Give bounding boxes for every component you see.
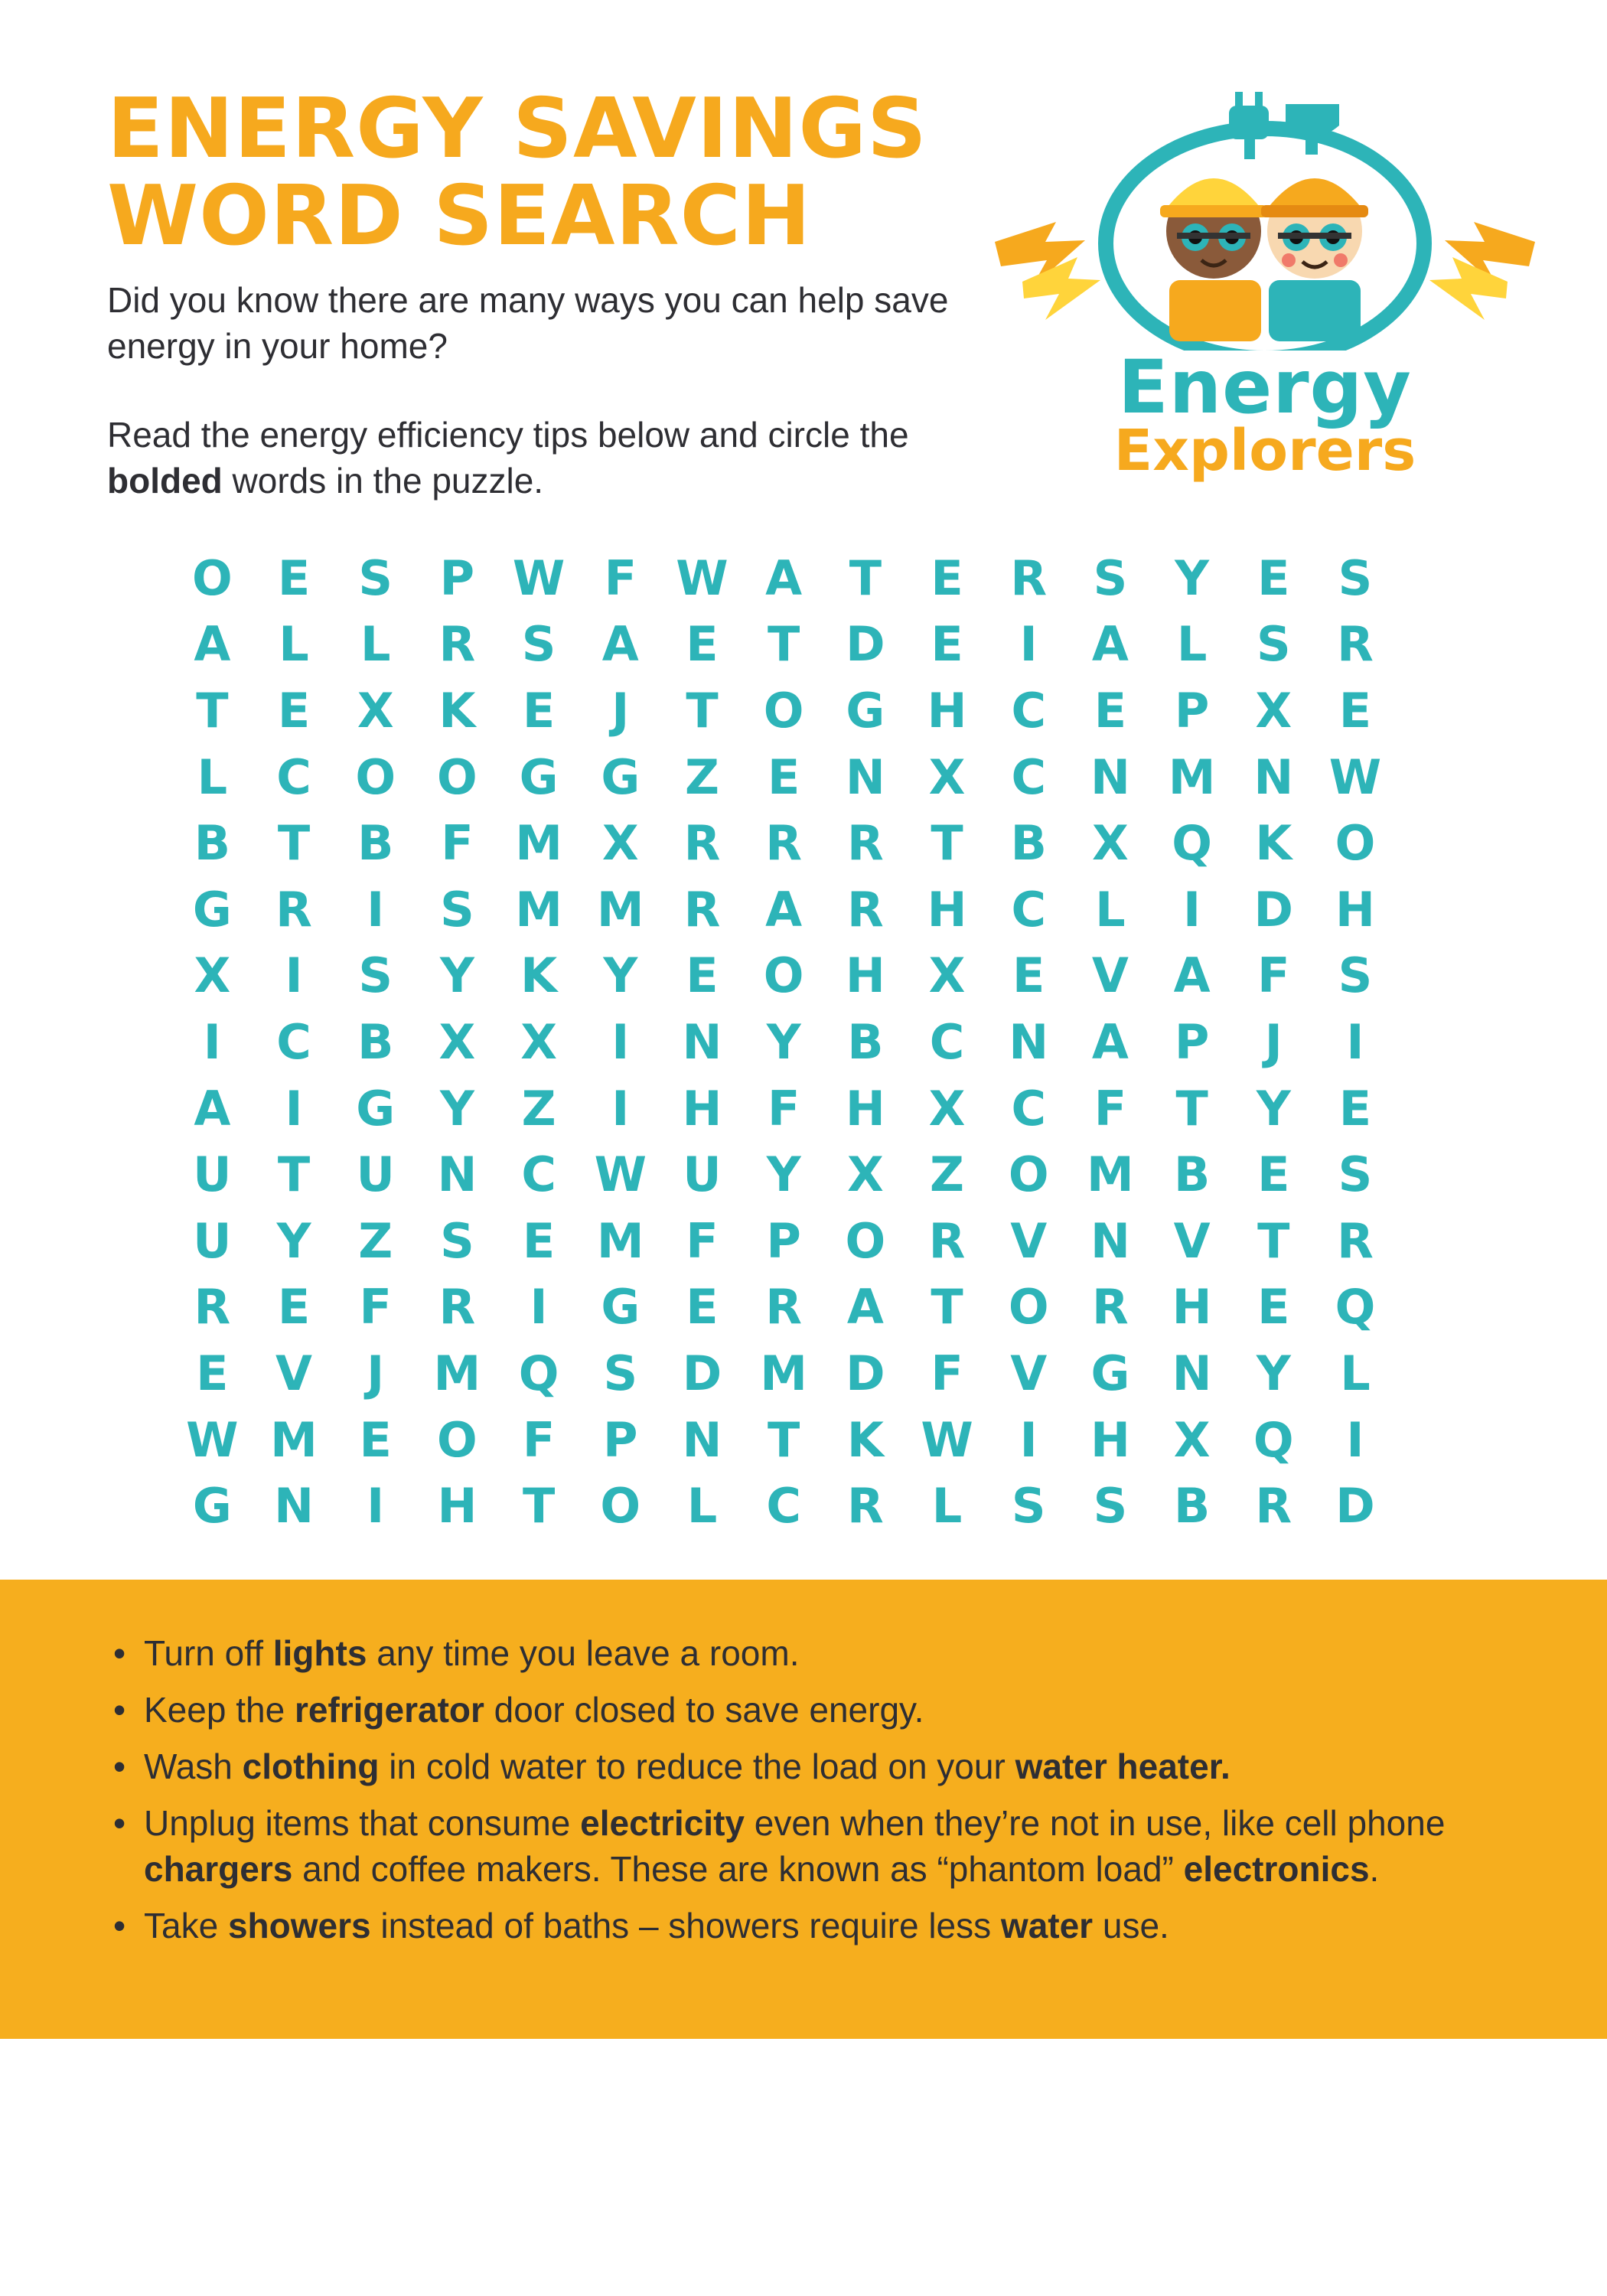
grid-letter[interactable]: I (611, 1080, 630, 1137)
grid-letter[interactable]: H (1335, 881, 1375, 938)
grid-letter[interactable]: X (846, 1146, 884, 1203)
grid-letter[interactable]: E (1257, 550, 1290, 606)
grid-letter[interactable]: X (357, 682, 394, 739)
grid-letter[interactable]: I (1346, 1411, 1364, 1468)
grid-letter[interactable]: Y (439, 947, 474, 1004)
grid-letter[interactable]: R (846, 1478, 884, 1534)
grid-letter[interactable]: T (768, 616, 800, 673)
grid-letter[interactable]: E (931, 550, 963, 606)
lightning-bolt-icon (1022, 257, 1100, 320)
tip-text: Take (144, 1906, 228, 1945)
grid-letter[interactable]: H (1172, 1279, 1212, 1336)
grid-letter[interactable]: M (596, 881, 644, 938)
grid-letter[interactable]: G (192, 1478, 232, 1534)
grid-letter[interactable]: Y (276, 1212, 311, 1269)
grid-letter[interactable]: T (849, 550, 882, 606)
logo-energy-text: Energy (1118, 344, 1412, 430)
grid-letter[interactable]: N (1253, 748, 1294, 805)
intro-paragraph-2-end: words in the puzzle. (222, 461, 544, 501)
grid-letter[interactable]: R (765, 1279, 803, 1336)
logo-illustration (986, 90, 1544, 351)
grid-letter[interactable]: P (1174, 1013, 1210, 1070)
grid-letter[interactable]: E (686, 947, 719, 1004)
plug-icon (1229, 92, 1269, 159)
grid-letter[interactable]: K (438, 682, 476, 739)
grid-letter[interactable]: W (186, 1411, 239, 1468)
grid-letter[interactable]: N (682, 1411, 722, 1468)
grid-letter[interactable]: X (928, 748, 966, 805)
grid-letter[interactable]: F (767, 1080, 800, 1137)
grid-letter[interactable]: H (845, 1080, 885, 1137)
grid-letter[interactable]: C (1011, 881, 1046, 938)
grid-letter[interactable]: R (765, 815, 803, 872)
grid-letter[interactable]: N (845, 748, 885, 805)
tips-list (113, 1630, 1506, 1959)
grid-letter[interactable]: E (1257, 1279, 1290, 1336)
grid-letter[interactable]: Z (521, 1080, 556, 1137)
grid-letter[interactable]: B (357, 815, 394, 872)
grid-letter[interactable]: S (603, 1345, 638, 1401)
grid-letter[interactable]: L (1095, 881, 1126, 938)
grid-letter[interactable]: Y (1175, 550, 1210, 606)
grid-letter[interactable]: X (928, 1080, 966, 1137)
grid-letter[interactable]: C (521, 1146, 556, 1203)
grid-letter[interactable]: I (1346, 1013, 1364, 1070)
grid-letter[interactable]: M (515, 815, 562, 872)
tip-text: . (1369, 1849, 1380, 1889)
grid-letter[interactable]: Y (439, 1080, 474, 1137)
grid-letter[interactable]: A (1173, 947, 1211, 1004)
tip-text: in cold water to reduce the load on your (379, 1746, 1015, 1786)
grid-letter[interactable]: N (274, 1478, 314, 1534)
grid-letter[interactable]: L (1340, 1345, 1371, 1401)
grid-letter[interactable]: T (931, 815, 963, 872)
grid-letter[interactable]: E (277, 682, 311, 739)
grid-letter[interactable]: T (686, 682, 719, 739)
tip-text: use. (1093, 1906, 1169, 1945)
grid-letter[interactable]: Y (1256, 1080, 1291, 1137)
grid-letter[interactable]: H (1090, 1411, 1130, 1468)
intro-bold-word: bolded (107, 461, 223, 501)
grid-letter[interactable]: L (197, 748, 228, 805)
grid-letter[interactable]: B (357, 1013, 394, 1070)
grid-letter[interactable]: O (355, 748, 396, 805)
grid-letter[interactable]: J (611, 682, 630, 739)
grid-letter[interactable]: S (1256, 616, 1291, 673)
intro-paragraph-1: Did you know there are many ways you can help save energy in your home? (107, 280, 949, 366)
grid-letter[interactable]: A (601, 616, 639, 673)
grid-letter[interactable]: Q (1172, 815, 1212, 872)
grid-letter[interactable]: W (594, 1146, 647, 1203)
logo-explorers-text: Explorers (1113, 418, 1416, 484)
grid-letter[interactable]: H (927, 881, 967, 938)
grid-letter[interactable]: E (522, 682, 556, 739)
grid-letter[interactable]: W (512, 550, 566, 606)
tip-text: Unplug items that consume (144, 1803, 581, 1843)
grid-letter[interactable]: B (1173, 1478, 1211, 1534)
grid-letter[interactable]: I (1183, 881, 1201, 938)
grid-letter[interactable]: U (356, 1146, 395, 1203)
grid-letter[interactable]: R (846, 881, 884, 938)
grid-letter[interactable]: E (686, 1279, 719, 1336)
grid-letter[interactable]: X (928, 947, 966, 1004)
grid-letter[interactable]: A (1091, 616, 1129, 673)
grid-letter[interactable]: N (1090, 748, 1130, 805)
tip-keyword: electricity (580, 1803, 745, 1843)
grid-letter[interactable]: S (440, 881, 474, 938)
grid-letter[interactable]: R (275, 881, 312, 938)
grid-letter[interactable]: F (931, 1345, 963, 1401)
grid-letter[interactable]: I (367, 1478, 385, 1534)
grid-letter[interactable]: A (765, 881, 803, 938)
grid-letter[interactable]: R (1255, 1478, 1292, 1534)
grid-letter[interactable]: I (1019, 616, 1038, 673)
grid-letter[interactable]: E (277, 550, 311, 606)
grid-letter[interactable]: U (683, 1146, 722, 1203)
grid-letter[interactable]: A (846, 1279, 884, 1336)
grid-letter[interactable]: L (931, 1478, 963, 1534)
grid-letter[interactable]: T (1257, 1212, 1290, 1269)
grid-letter[interactable]: H (845, 947, 885, 1004)
grid-letter[interactable]: E (931, 616, 963, 673)
grid-letter[interactable]: F (604, 550, 637, 606)
grid-letter[interactable]: S (358, 947, 393, 1004)
grid-letter[interactable]: I (611, 1013, 630, 1070)
grid-letter[interactable]: T (931, 1279, 963, 1336)
grid-letter[interactable]: R (1010, 550, 1048, 606)
grid-letter[interactable]: O (437, 748, 478, 805)
grid-letter[interactable]: C (929, 1013, 965, 1070)
intro-paragraph-2 (107, 412, 995, 504)
grid-letter[interactable]: T (196, 682, 229, 739)
grid-letter[interactable]: W (921, 1411, 973, 1468)
grid-letter[interactable]: O (191, 550, 233, 606)
grid-letter[interactable]: G (601, 748, 641, 805)
tip-text: and coffee makers. These are known as “phantom load” (292, 1849, 1184, 1889)
grid-letter[interactable]: S (1093, 550, 1128, 606)
grid-letter[interactable]: Z (684, 748, 719, 805)
grid-letter[interactable]: H (927, 682, 967, 739)
grid-letter[interactable]: G (846, 682, 885, 739)
grid-letter[interactable]: A (765, 550, 803, 606)
grid-letter[interactable]: T (768, 1411, 800, 1468)
grid-letter[interactable]: V (275, 1345, 313, 1401)
grid-letter[interactable]: T (277, 1146, 311, 1203)
tip-keyword: water heater. (1015, 1746, 1231, 1786)
grid-letter[interactable]: F (359, 1279, 392, 1336)
grid-letter[interactable]: D (1335, 1478, 1375, 1534)
grid-letter[interactable]: E (277, 1279, 311, 1336)
grid-letter[interactable]: M (1087, 1146, 1134, 1203)
grid-letter[interactable]: R (683, 881, 721, 938)
grid-letter[interactable]: Q (1253, 1411, 1294, 1468)
grid-letter[interactable]: B (1173, 1146, 1211, 1203)
grid-letter[interactable]: R (683, 815, 721, 872)
grid-letter[interactable]: X (438, 1013, 476, 1070)
grid-letter[interactable]: Y (1256, 1345, 1291, 1401)
tip-text: Keep the (144, 1690, 295, 1730)
lightning-bolt-icon (1429, 257, 1508, 320)
grid-letter[interactable]: R (194, 1279, 231, 1336)
grid-letter[interactable]: S (1011, 1478, 1046, 1534)
grid-letter[interactable]: G (192, 881, 232, 938)
grid-letter[interactable]: U (193, 1212, 232, 1269)
grid-letter[interactable]: C (1011, 748, 1046, 805)
tip-text: any time you leave a room. (367, 1633, 800, 1673)
tip-keyword: chargers (144, 1849, 293, 1889)
grid-letter[interactable]: N (682, 1013, 722, 1070)
grid-letter[interactable]: S (1093, 1478, 1128, 1534)
grid-letter[interactable]: M (596, 1212, 644, 1269)
grid-letter[interactable]: G (356, 1080, 396, 1137)
grid-letter[interactable]: X (1173, 1411, 1211, 1468)
grid-letter[interactable]: X (520, 1013, 557, 1070)
grid-letter[interactable]: O (845, 1212, 886, 1269)
tip-item (113, 1743, 1506, 1789)
grid-letter[interactable]: D (846, 616, 885, 673)
grid-letter[interactable]: M (515, 881, 562, 938)
grid-letter[interactable]: C (276, 748, 311, 805)
grid-letter[interactable]: P (766, 1212, 801, 1269)
grid-letter[interactable]: F (686, 1212, 719, 1269)
grid-letter[interactable]: Q (1335, 1279, 1376, 1336)
grid-letter[interactable]: X (1092, 815, 1129, 872)
grid-letter[interactable]: X (1255, 682, 1292, 739)
grid-letter[interactable]: U (193, 1146, 232, 1203)
grid-letter[interactable]: J (367, 1345, 385, 1401)
grid-letter[interactable]: F (522, 1411, 556, 1468)
grid-letter[interactable]: X (601, 815, 639, 872)
grid-letter[interactable]: C (766, 1478, 801, 1534)
tip-keyword: lights (272, 1633, 367, 1673)
grid-letter[interactable]: S (521, 616, 556, 673)
grid-letter[interactable]: T (277, 815, 311, 872)
grid-letter[interactable]: W (676, 550, 729, 606)
grid-letter[interactable]: Y (603, 947, 638, 1004)
grid-letter[interactable]: I (285, 1080, 303, 1137)
grid-letter[interactable]: B (1010, 815, 1047, 872)
grid-letter[interactable]: R (1092, 1279, 1129, 1336)
tip-item (113, 1800, 1506, 1892)
grid-letter[interactable]: P (603, 1411, 638, 1468)
grid-letter[interactable]: I (203, 1013, 221, 1070)
grid-letter[interactable]: L (360, 616, 391, 673)
grid-letter[interactable]: T (1175, 1080, 1208, 1137)
tip-text: instead of baths – showers require less (370, 1906, 1001, 1945)
grid-letter[interactable]: C (276, 1013, 311, 1070)
grid-letter[interactable]: O (763, 682, 804, 739)
grid-letter[interactable]: L (1176, 616, 1208, 673)
grid-letter[interactable]: I (285, 947, 303, 1004)
grid-letter[interactable]: R (1337, 1212, 1374, 1269)
grid-letter[interactable]: V (1010, 1212, 1048, 1269)
tip-item (113, 1687, 1506, 1733)
grid-letter[interactable]: E (1012, 947, 1045, 1004)
title-line-2: WORD SEARCH (107, 168, 812, 264)
grid-letter[interactable]: C (1011, 1080, 1046, 1137)
grid-letter[interactable]: K (846, 1411, 884, 1468)
grid-letter[interactable]: E (1338, 682, 1372, 739)
grid-letter[interactable]: F (1257, 947, 1290, 1004)
grid-letter[interactable]: H (682, 1080, 722, 1137)
tip-item (113, 1630, 1506, 1676)
intro-text (107, 277, 995, 504)
grid-letter[interactable]: P (439, 550, 475, 606)
grid-letter[interactable]: X (194, 947, 231, 1004)
grid-letter[interactable]: I (530, 1279, 548, 1336)
grid-letter[interactable]: E (1338, 1080, 1372, 1137)
grid-letter[interactable]: N (1009, 1013, 1049, 1070)
logo-ring (1106, 129, 1424, 351)
grid-letter[interactable]: V (1010, 1345, 1048, 1401)
grid-letter[interactable]: R (846, 815, 884, 872)
kid-left-icon (1160, 178, 1267, 341)
grid-letter[interactable]: V (1091, 947, 1129, 1004)
grid-letter[interactable]: S (1338, 1146, 1373, 1203)
grid-letter[interactable]: N (1090, 1212, 1130, 1269)
grid-letter[interactable]: O (600, 1478, 641, 1534)
grid-letter[interactable]: S (358, 550, 393, 606)
grid-letter[interactable]: Y (766, 1013, 801, 1070)
tip-text: door closed to save energy. (484, 1690, 924, 1730)
grid-letter[interactable]: S (1338, 947, 1373, 1004)
grid-letter[interactable]: B (194, 815, 230, 872)
grid-letter[interactable]: J (1264, 1013, 1283, 1070)
energy-explorers-logo (986, 90, 1544, 496)
grid-letter[interactable]: O (763, 947, 804, 1004)
grid-letter[interactable]: G (601, 1279, 641, 1336)
grid-letter[interactable]: E (686, 616, 719, 673)
grid-letter[interactable]: G (1090, 1345, 1130, 1401)
tip-text: even when they’re not in use, like cell phone (744, 1803, 1446, 1843)
grid-letter[interactable]: F (441, 815, 474, 872)
grid-letter[interactable]: G (519, 748, 559, 805)
grid-letter[interactable]: W (1328, 748, 1382, 805)
grid-letter[interactable]: V (1173, 1212, 1211, 1269)
grid-letter[interactable]: B (847, 1013, 884, 1070)
grid-letter[interactable]: R (928, 1212, 966, 1269)
grid-letter[interactable]: N (437, 1146, 478, 1203)
tip-keyword: electronics (1183, 1849, 1370, 1889)
tip-item (113, 1903, 1506, 1949)
title-line-1: ENERGY SAVINGS (107, 81, 927, 177)
grid-letter[interactable]: A (194, 1080, 231, 1137)
grid-letter[interactable]: I (1019, 1411, 1038, 1468)
grid-letter[interactable]: O (1008, 1146, 1049, 1203)
grid-letter[interactable]: E (767, 748, 800, 805)
tip-keyword: showers (227, 1906, 371, 1945)
grid-letter[interactable]: Z (358, 1212, 393, 1269)
grid-letter[interactable]: O (1335, 815, 1376, 872)
grid-letter[interactable]: E (1094, 682, 1127, 739)
grid-letter[interactable]: L (279, 616, 309, 673)
grid-letter[interactable]: D (1253, 881, 1294, 938)
grid-letter[interactable]: Q (518, 1345, 559, 1401)
grid-letter[interactable]: M (760, 1345, 807, 1401)
grid-letter[interactable]: O (1008, 1279, 1049, 1336)
grid-letter[interactable]: S (440, 1212, 474, 1269)
grid-letter[interactable]: R (438, 1279, 476, 1336)
grid-letter[interactable]: S (1338, 550, 1373, 606)
page-title (107, 81, 927, 264)
grid-letter[interactable]: L (686, 1478, 718, 1534)
grid-letter[interactable]: H (437, 1478, 478, 1534)
grid-letter[interactable]: P (1174, 682, 1210, 739)
grid-letter[interactable]: M (1168, 748, 1216, 805)
grid-letter[interactable]: E (522, 1212, 556, 1269)
grid-letter[interactable]: D (846, 1345, 885, 1401)
grid-letter[interactable]: E (359, 1411, 392, 1468)
grid-letter[interactable]: Z (930, 1146, 965, 1203)
grid-letter[interactable]: E (1257, 1146, 1290, 1203)
grid-letter[interactable]: A (194, 616, 231, 673)
grid-letter[interactable]: N (1172, 1345, 1212, 1401)
grid-letter[interactable]: T (522, 1478, 556, 1534)
grid-letter[interactable]: Y (766, 1146, 801, 1203)
grid-letter[interactable]: M (433, 1345, 481, 1401)
grid-letter[interactable]: R (1337, 616, 1374, 673)
grid-letter[interactable]: C (1011, 682, 1046, 739)
intro-paragraph-2-start: Read the energy efficiency tips below and circle the (107, 415, 909, 455)
grid-letter[interactable]: K (520, 947, 558, 1004)
grid-letter[interactable]: O (437, 1411, 478, 1468)
tip-text: Wash (144, 1746, 243, 1786)
word-search-grid (171, 545, 1396, 1539)
grid-letter[interactable]: R (438, 616, 476, 673)
grid-letter[interactable]: D (682, 1345, 722, 1401)
grid-letter[interactable]: K (1255, 815, 1292, 872)
tip-keyword: refrigerator (294, 1690, 484, 1730)
grid-letter[interactable]: F (1094, 1080, 1127, 1137)
grid-letter[interactable]: E (196, 1345, 229, 1401)
grid-letter[interactable]: M (270, 1411, 318, 1468)
kid-right-icon (1261, 178, 1368, 341)
grid-letter[interactable]: A (1091, 1013, 1129, 1070)
tip-text: Turn off (144, 1633, 273, 1673)
tip-keyword: clothing (242, 1746, 380, 1786)
grid-letter[interactable]: I (367, 881, 385, 938)
tip-keyword: water (1000, 1906, 1094, 1945)
